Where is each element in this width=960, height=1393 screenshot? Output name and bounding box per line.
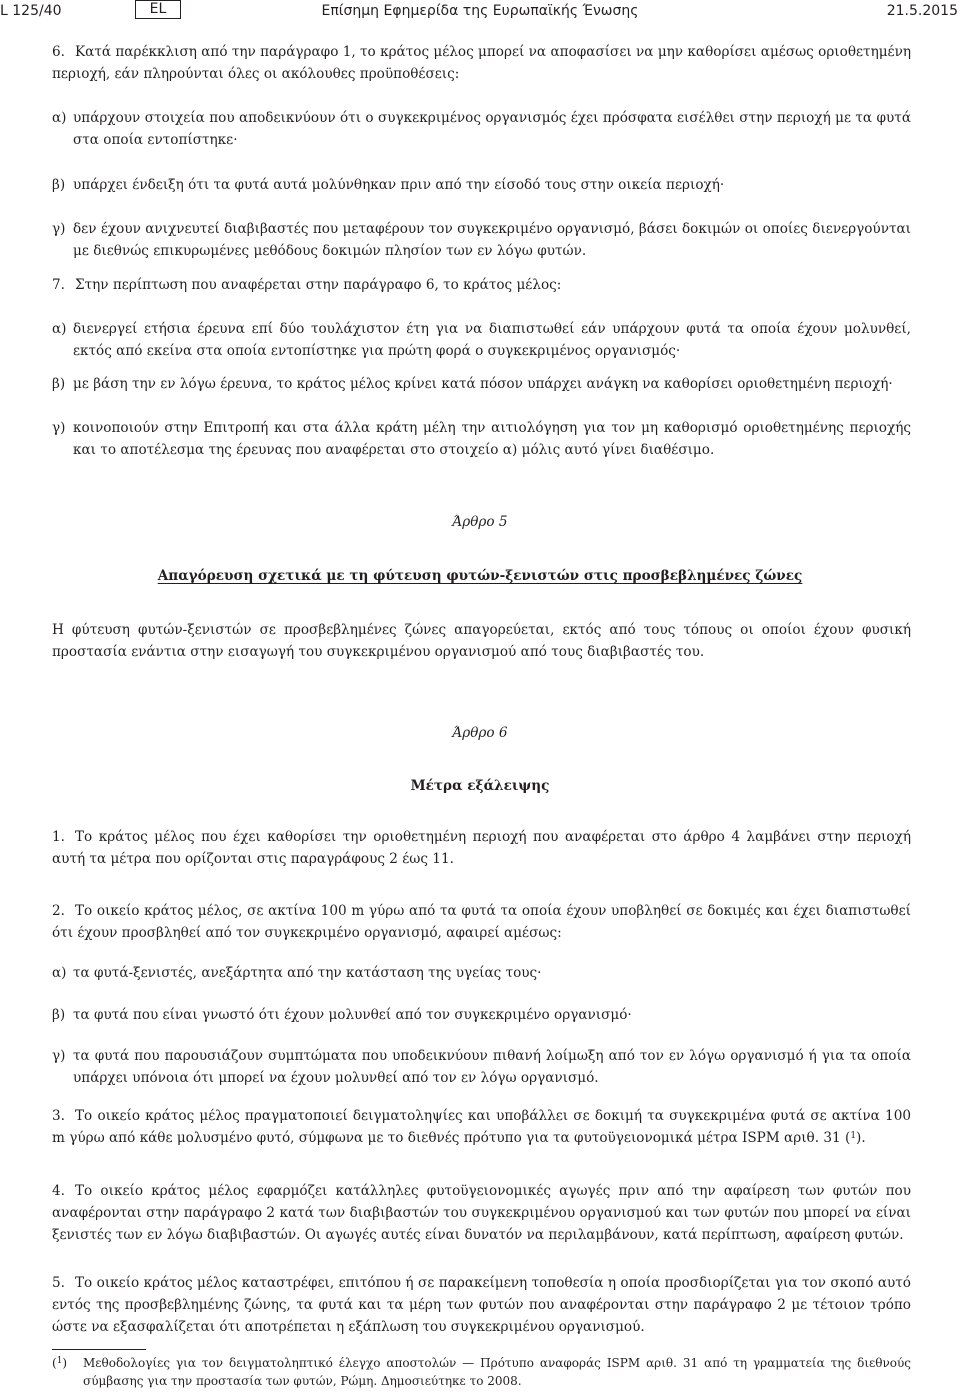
item-label: γ): [52, 221, 66, 237]
article-6-paragraph-4: [52, 1180, 911, 1246]
list-item: [52, 174, 911, 196]
paragraph-number: 4.: [52, 1183, 65, 1199]
list-item: [52, 373, 911, 395]
paragraph-number: 6.: [52, 44, 65, 60]
item-label: α): [52, 965, 67, 981]
paragraph-text: Το οικείο κράτος μέλος καταστρέφει, επιτόπου ή σε παρακείμενη τοποθεσία η οποία προσδιορίζεται για τον σκοπό αυτό εντός της προσβεβλημένης ζώνης, τα φυτά και τα μέρη των φυτών που αναφέρονται στην παράγραφο 2 με τέτοιον τρόπο ώστε να εξασφαλίζεται ότι αποτρέπεται η εξάπλωση του συγκεκριμένου οργανισμού.: [52, 1275, 911, 1335]
article-6-paragraph-3: 3. Το οικείο κράτος μέλος πραγματοποιεί δειγματοληψίες και υποβάλλει σε δοκιμή τα συγκεκριμένα φυτά σε ακτίνα 100 m γύρω από κάθε μολυσμένο φυτό, σύμφωνα με το διεθνές πρότυπο για τα φυτοϋγειονομικά μέτρα ISPM αριθ. 31 ($^1$).: [52, 1108, 911, 1146]
paragraph-number: 7.: [52, 277, 65, 293]
paragraph-number: 5.: [52, 1275, 65, 1291]
paragraph-text: Κατά παρέκκλιση από την παράγραφο 1, το κράτος μέλος μπορεί να αποφασίσει να μην καθορίσει αμέσως οριοθετημένη περιοχή, εάν πληρούνται όλες οι ακόλουθες προϋποθέσεις:: [52, 44, 911, 82]
paragraph-text: Το οικείο κράτος μέλος πραγματοποιεί δειγματοληψίες και υποβάλλει σε δοκιμή τα συγκεκριμένα φυτά σε ακτίνα 100 m γύρω από κάθε μολυσμένο φυτό, σύμφωνα με το διεθνές πρότυπο για τα φυτοϋγειονομικά μέτρα ISPM αριθ. 31: [52, 1108, 911, 1146]
journal-title: Επίσημη Εφημερίδα της Ευρωπαϊκής Ένωσης: [321, 3, 639, 19]
item-text: διενεργεί ετήσια έρευνα επί δύο τουλάχιστον έτη για να διαπιστωθεί εάν υπάρχουν φυτά τα οποία έχουν μολυνθεί, εκτός από εκείνα στα οποία εντοπίστηκε για πρώτη φορά ο συγκεκριμένος οργανισμός·: [73, 321, 911, 359]
list-item: [52, 417, 911, 461]
list-item: [52, 107, 911, 151]
item-text: τα φυτά που παρουσιάζουν συμπτώματα που υποδεικνύουν πιθανή λοίμωξη από τον εν λόγω οργανισμό ή για τα οποία υπάρχει υπόνοια ότι μπορεί να έχουν μολυνθεί από τον εν λόγω οργανισμό.: [73, 1048, 911, 1086]
item-label: α): [52, 110, 67, 126]
page-reference: L 125/40: [0, 3, 62, 19]
publication-date: 21.5.2015: [886, 3, 958, 19]
paragraph-text: Στην περίπτωση που αναφέρεται στην παράγραφο 6, το κράτος μέλος:: [74, 277, 562, 293]
item-label: γ): [52, 1048, 66, 1064]
item-label: β): [52, 177, 66, 193]
article-6-title: Μέτρα εξάλειψης: [410, 778, 550, 794]
footnote-divider: [52, 1349, 146, 1350]
paragraph-text: Το οικείο κράτος μέλος εφαρμόζει κατάλληλες φυτοϋγειονομικές αγωγές πριν από την αφαίρεση των φυτών που αναφέρονται στην παράγραφο 2 κατά των διαβιβαστών του συγκεκριμένου οργανισμού και των φυτών που μπορεί να είναι ξενιστές των εν λόγω διαβιβαστών. Οι αγωγές αυτές είναι δυνατόν να περιλαμβάνουν, κατά περίπτωση, αφαίρεση φυτών.: [52, 1183, 911, 1243]
item-label: α): [52, 321, 67, 337]
item-label: β): [52, 376, 66, 392]
footnote-text: Μεθοδολογίες για τον δειγματοληπτικό έλεγχο αποστολών — Πρότυπο αναφοράς ISPM αριθ. 31 από τη γραμματεία της διεθνούς σύμβασης για την προστασία των φυτών, Ρώμη. Δημοσιεύτηκε το 2008.: [83, 1356, 911, 1388]
paragraph-7: [52, 274, 911, 296]
item-label: γ): [52, 420, 66, 436]
paragraph-number: 2.: [52, 903, 65, 919]
article-6-label: Άρθρο 6: [452, 725, 508, 741]
article-5-text: Η φύτευση φυτών-ξενιστών σε προσβεβλημένες ζώνες απαγορεύεται, εκτός από τους τόπους οι οποίοι έχουν φυσική προστασία ενάντια στην εισαγωγή του συγκεκριμένου οργανισμού από τους διαβιβαστές του.: [52, 622, 911, 660]
paragraph-number: 3.: [52, 1108, 65, 1124]
item-text: τα φυτά που είναι γνωστό ότι έχουν μολυνθεί από τον συγκεκριμένο οργανισμό·: [73, 1007, 632, 1023]
item-text: υπάρχουν στοιχεία που αποδεικνύουν ότι ο συγκεκριμένος οργανισμός έχει πρόσφατα εισέλθει στην περιοχή με τα φυτά στα οποία εντοπίστηκε·: [73, 110, 911, 148]
article-5-label: Άρθρο 5: [452, 514, 508, 530]
list-item: [52, 318, 911, 362]
paragraph-text: Το κράτος μέλος που έχει καθορίσει την οριοθετημένη περιοχή που αναφέρεται στο άρθρο 4 λαμβάνει στην περιοχή αυτή τα μέτρα που ορίζονται στις παραγράφους 2 έως 11.: [52, 829, 911, 867]
article-5-title: Απαγόρευση σχετικά με τη φύτευση φυτών-ξενιστών στις προσβεβλημένες ζώνες: [157, 568, 803, 584]
article-6-paragraph-1: [52, 826, 911, 870]
item-text: με βάση την εν λόγω έρευνα, το κράτος μέλος κρίνει κατά πόσον υπάρχει ανάγκη να καθορίσει οριοθετημένη περιοχή·: [73, 376, 893, 392]
language-badge: EL: [135, 0, 181, 19]
paragraph-text: Το οικείο κράτος μέλος, σε ακτίνα 100 m γύρω από τα φυτά τα οποία έχουν υποβληθεί σε δοκιμές και έχει διαπιστωθεί ότι έχουν προσβληθεί από τον συγκεκριμένο οργανισμό, αφαιρεί αμέσως:: [52, 903, 911, 941]
article-6-paragraph-2: [52, 900, 911, 944]
footnote-mark: ($^1$): [52, 1356, 68, 1370]
article-6-paragraph-5: [52, 1272, 911, 1338]
list-item: [52, 1004, 911, 1026]
footnote: [52, 1354, 911, 1390]
item-text: κοινοποιούν στην Επιτροπή και στα άλλα κράτη μέλη την αιτιολόγηση για τον μη καθορισμό οριοθετημένης περιοχής και το αποτέλεσμα της έρευνας που αναφέρεται στο στοιχείο α) μόλις αυτό γίνει διαθέσιμο.: [73, 420, 911, 458]
paragraph-end: .: [861, 1130, 866, 1146]
item-label: β): [52, 1007, 66, 1023]
item-text: υπάρχει ένδειξη ότι τα φυτά αυτά μολύνθηκαν πριν από την είσοδό τους στην οικεία περιοχή·: [73, 177, 725, 193]
footnote-reference[interactable]: 1: [850, 1131, 857, 1141]
paragraph-number: 1.: [52, 829, 65, 845]
list-item: [52, 218, 911, 262]
list-item: [52, 1045, 911, 1089]
paragraph-6: [52, 41, 911, 85]
item-text: δεν έχουν ανιχνευτεί διαβιβαστές που μεταφέρουν τον συγκεκριμένο οργανισμό, βάσει δοκιμών οι οποίες διενεργούνται με διεθνώς επικυρωμένες μεθόδους δοκιμών πλησίον των εν λόγω φυτών.: [73, 221, 911, 259]
list-item: [52, 962, 911, 984]
page-header: [0, 0, 960, 22]
item-text: τα φυτά-ξενιστές, ανεξάρτητα από την κατάσταση της υγείας τους·: [73, 965, 542, 981]
